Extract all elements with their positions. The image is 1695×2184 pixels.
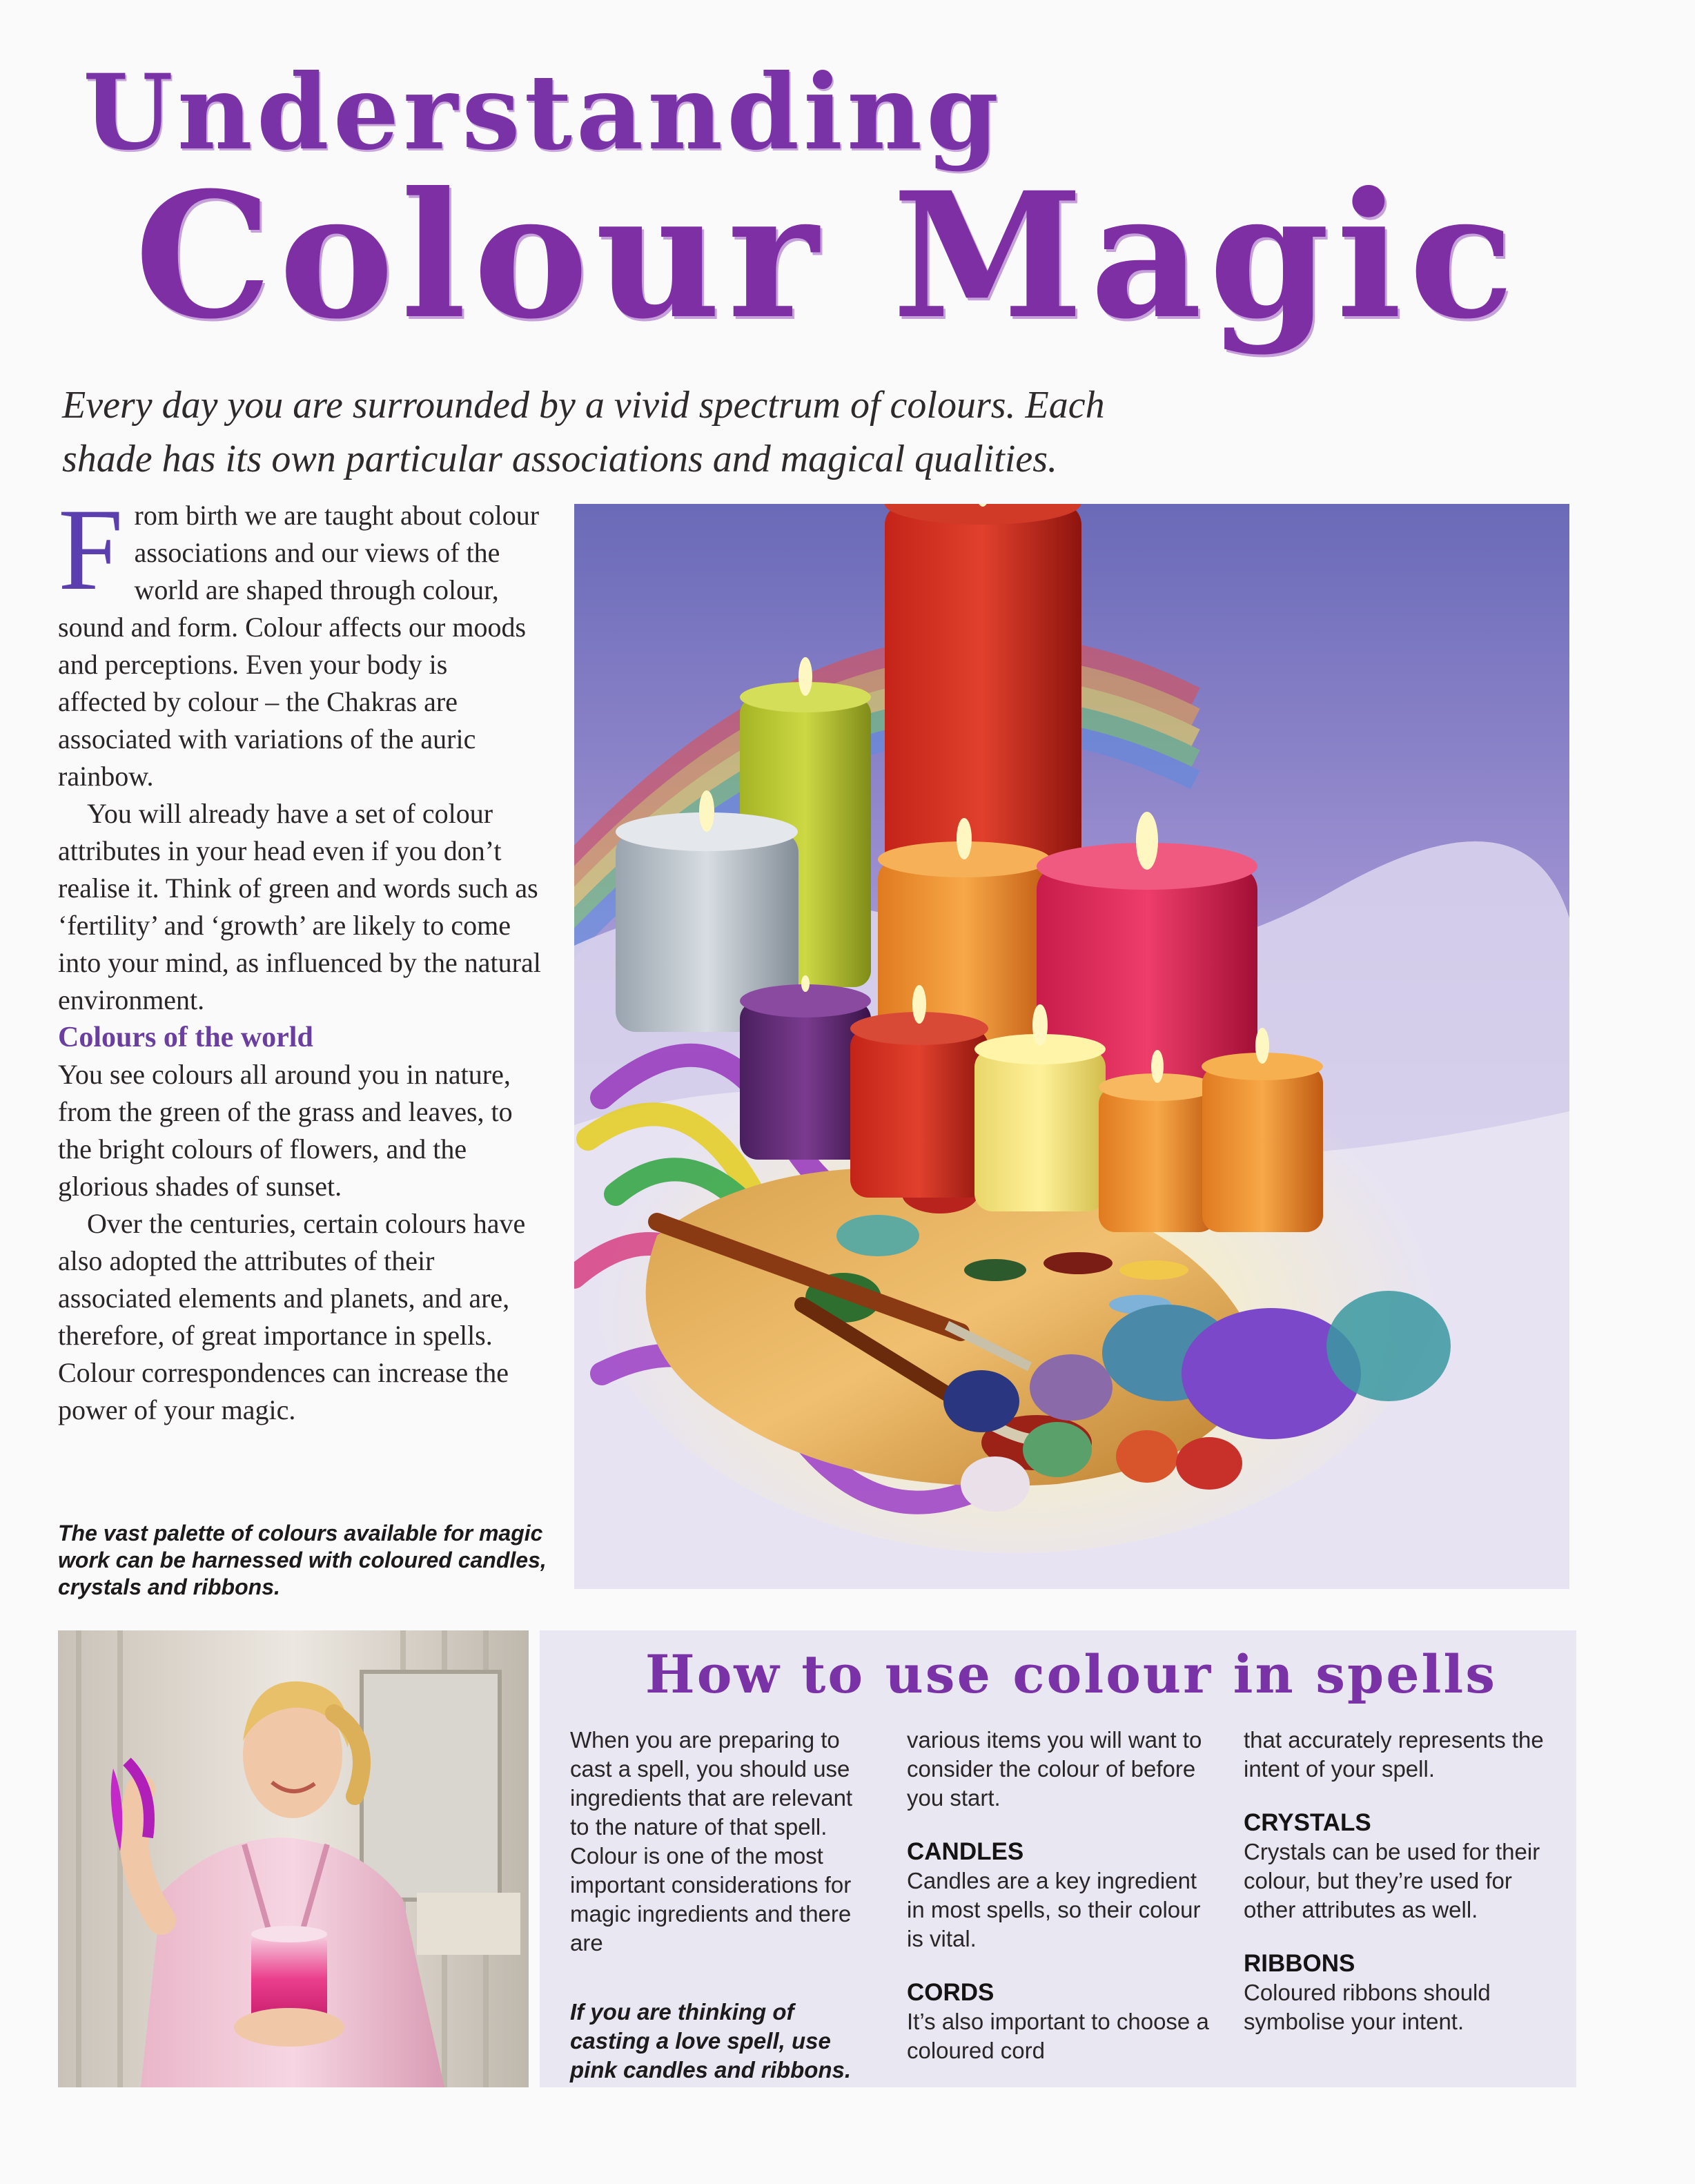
body-paragraph-1 bbox=[58, 485, 541, 795]
crystals-heading: CRYSTALS bbox=[1244, 1809, 1371, 1836]
page-title-line-2: Colour Magic bbox=[135, 154, 1521, 357]
body-paragraph-2: You will already have a set of colour attributes in your head even if you don’t realise it. Think of green and words such as ‘fertility’ and ‘growth’ are likely to come into your mind, as influenced by the natural environment. bbox=[58, 798, 541, 1015]
spells-col2-text: various items you will want to consider the colour of before you start. bbox=[907, 1727, 1202, 1811]
ribbons-heading: RIBBONS bbox=[1244, 1950, 1355, 1977]
spells-column-1 bbox=[570, 1726, 874, 2085]
cords-heading: CORDS bbox=[907, 1979, 995, 2006]
woman-with-candle-photo bbox=[58, 1630, 529, 2087]
drop-cap: F bbox=[58, 485, 124, 614]
body-paragraph-1-text: rom birth we are taught about colour associations and our views of the world are shaped through colour, sound and form. Colour affects our moods and perceptions. Even your body is affected by colour – the Chakras are associated with variations of the auric rainbow. bbox=[58, 500, 540, 792]
candles-palette-photo bbox=[574, 504, 1569, 1589]
candles-heading: CANDLES bbox=[907, 1838, 1024, 1865]
body-paragraph-3: You see colours all around you in nature, from the green of the grass and leaves, to the bright colours of flowers, and the glorious shades of sunset. bbox=[58, 1059, 513, 1202]
section-subheading: Colours of the world bbox=[58, 1022, 313, 1053]
intro-standfirst: Every day you are surrounded by a vivid spectrum of colours. Each shade has its own particular associations and magical qualities. bbox=[62, 384, 1105, 480]
spells-col3-text: that accurately represents the intent of your spell. bbox=[1244, 1727, 1544, 1782]
spells-heading: How to use colour in spells bbox=[645, 1644, 1498, 1705]
woman-photo-caption: If you are thinking of casting a love spell, use pink candles and ribbons. bbox=[570, 1999, 852, 2083]
main-photo-caption: The vast palette of colours available for magic work can be harnessed with coloured candles, crystals and ribbons. bbox=[58, 1521, 547, 1599]
spells-intro-text: When you are preparing to cast a spell, you should use ingredients that are relevant to the nature of that spell. Colour is one of the most important considerations for magic ingredients and there are bbox=[570, 1727, 853, 1956]
spells-column-3 bbox=[1244, 1726, 1547, 2036]
candles-text: Candles are a key ingredient in most spells, so their colour is vital. bbox=[907, 1868, 1201, 1951]
body-column bbox=[58, 485, 541, 1429]
cords-text: It’s also important to choose a coloured cord bbox=[907, 2009, 1209, 2063]
page-title-line-1: Understanding bbox=[83, 52, 1003, 173]
body-paragraph-4: Over the centuries, certain colours have also adopted the attributes of their associated elements and planets, and are, therefore, of great importance in spells. Colour correspondences can increase the power of your magic. bbox=[58, 1208, 526, 1425]
crystals-text: Crystals can be used for their colour, but they’re used for other attributes as well. bbox=[1244, 1839, 1540, 1922]
ribbons-text: Coloured ribbons should symbolise your intent. bbox=[1244, 1980, 1491, 2034]
spells-column-2 bbox=[907, 1726, 1211, 2065]
